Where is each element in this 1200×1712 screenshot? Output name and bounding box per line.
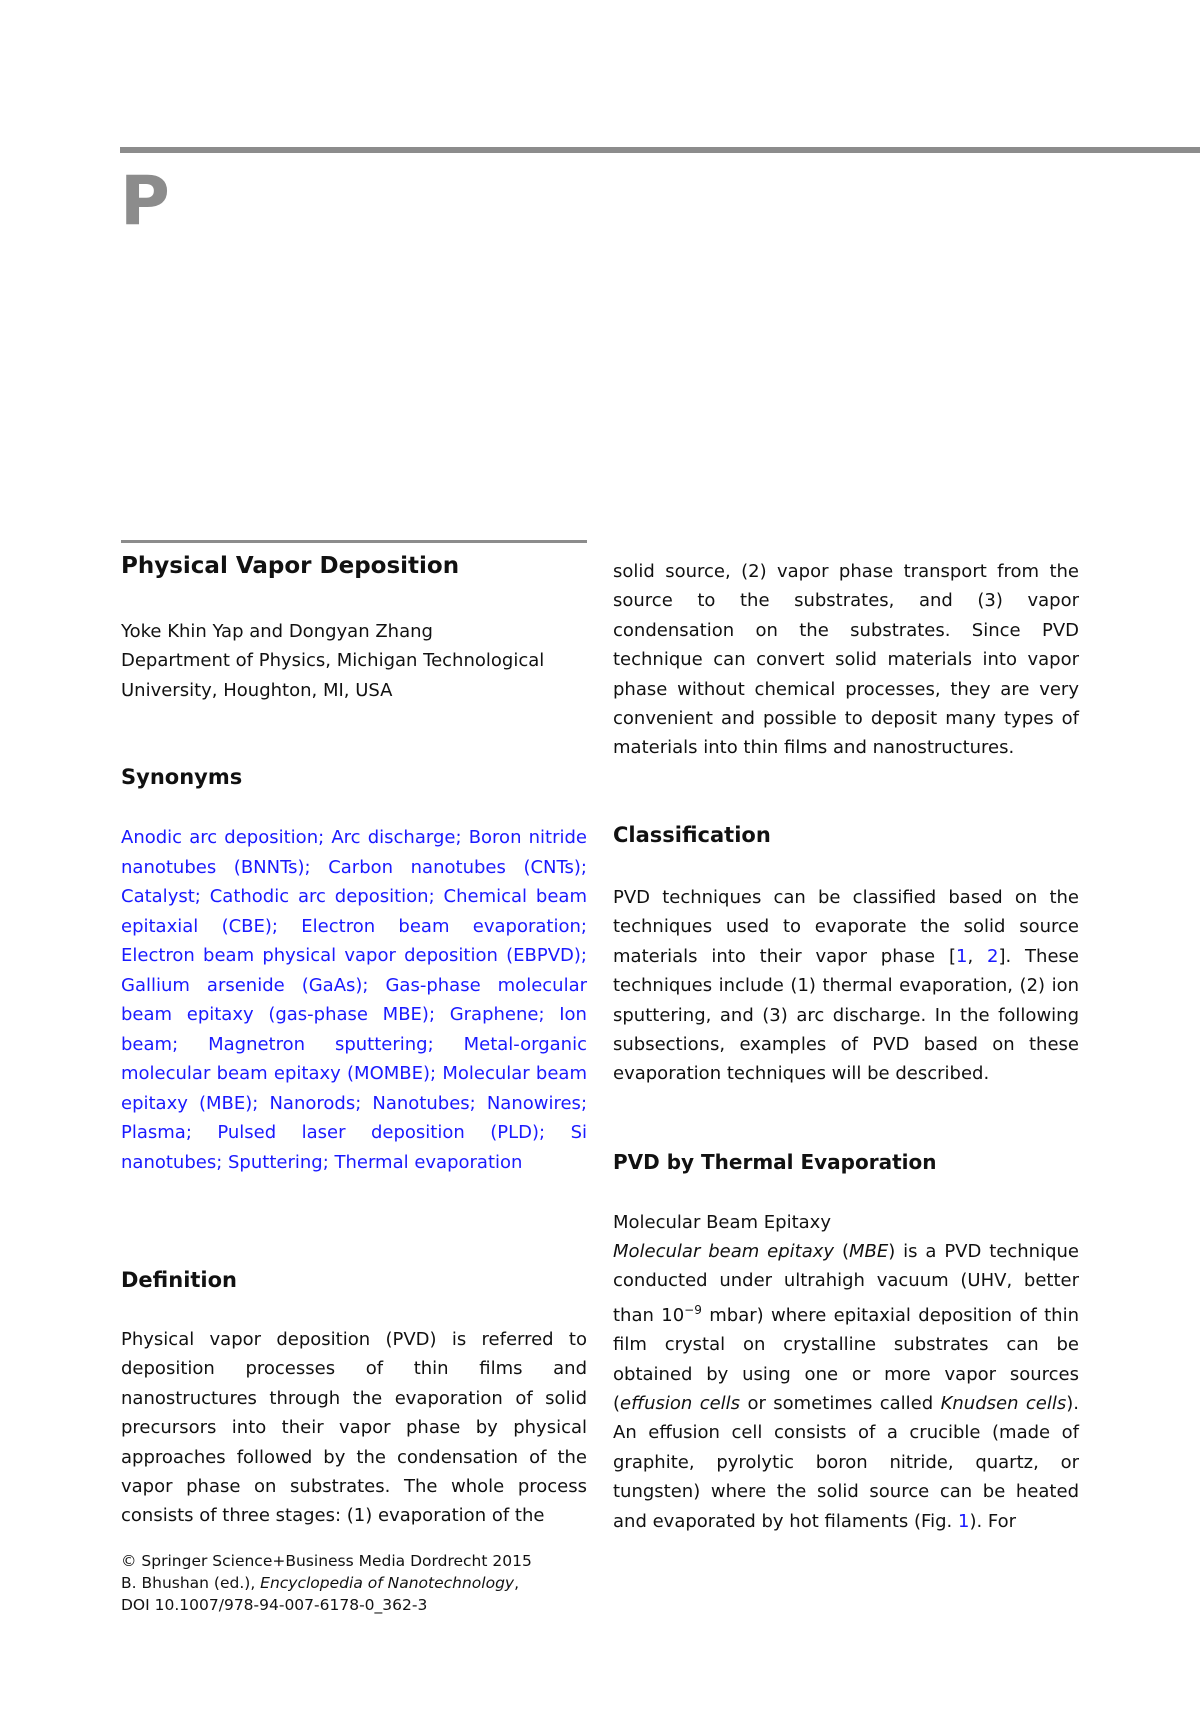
synonym-separator: ;: [322, 1151, 335, 1173]
mbe-text-d: ). An effusion cell consists of a crucible (made of graphite, pyrolytic boron nitride, quartz, or tungsten) where the solid source can be heated and evaporated by hot filaments (Fig.: [613, 1393, 1079, 1532]
synonym-link[interactable]: Anodic arc deposition: [121, 827, 319, 848]
classification-text-b: ]. These techniques include (1) thermal evaporation, (2) ion sputtering, and (3) arc discharge. In the following subsections, examples of PVD based on these evaporation techniques will be described.: [613, 945, 1079, 1085]
definition-heading: Definition: [121, 1268, 238, 1292]
synonyms-heading: Synonyms: [121, 765, 243, 789]
synonym-separator: ;: [469, 1092, 487, 1114]
synonym-separator: ;: [580, 1092, 588, 1114]
synonym-link[interactable]: Nanorods: [269, 1092, 356, 1114]
mbe-subheading: Molecular Beam Epitaxy: [613, 1212, 831, 1233]
synonym-separator: ;: [304, 856, 329, 878]
synonym-link[interactable]: Nanowires: [486, 1092, 581, 1114]
synonym-separator: ;: [362, 974, 386, 996]
synonym-separator: ;: [580, 856, 587, 878]
mbe-text-b: mbar) where epitaxial deposition of thin film crystal on crystalline substrates can be obtained by using one or more vapor sources (: [613, 1304, 1079, 1415]
synonym-link[interactable]: Molecular beam epitaxy (MBE): [121, 1063, 587, 1114]
reference-link-2[interactable]: 2: [987, 945, 999, 967]
synonym-separator: ;: [580, 945, 587, 966]
footer: [121, 1550, 532, 1616]
synonym-link[interactable]: Cathodic arc deposition: [209, 886, 429, 907]
mbe-abbr-open: (: [834, 1241, 849, 1262]
synonym-separator: ;: [194, 886, 210, 907]
affiliation: Department of Physics, Michigan Technological University, Houghton, MI, USA: [121, 650, 545, 701]
definition-text: Physical vapor deposition (PVD) is referred to deposition processes of thin films and nanostructures through the evaporation of solid precursors into their vapor phase by physical approaches followed by the condensation of the vapor phase on substrates. The whole process consists of three stages: (1) evaporation of the: [121, 1329, 587, 1527]
synonym-separator: ;: [271, 915, 302, 937]
synonym-separator: ;: [428, 1004, 450, 1025]
mbe-text-e: ). For: [969, 1510, 1017, 1532]
synonym-link[interactable]: Boron nitride nanotubes (BNNTs): [121, 827, 587, 878]
synonym-separator: ;: [580, 915, 587, 937]
synonym-link[interactable]: Electron beam physical vapor deposition (EBPVD): [121, 945, 581, 966]
knudsen-cells-term: Knudsen cells: [940, 1393, 1067, 1415]
reference-link-1[interactable]: 1: [956, 945, 968, 967]
synonyms-list: [121, 823, 587, 1177]
authors: Yoke Khin Yap and Dongyan Zhang: [121, 621, 433, 642]
synonym-link[interactable]: Catalyst: [121, 886, 195, 907]
doi-line: DOI 10.1007/978-94-007-6178-0_362-3: [121, 1596, 428, 1614]
synonym-separator: ;: [185, 1122, 218, 1143]
synonym-link[interactable]: Carbon nanotubes (CNTs): [328, 856, 581, 878]
synonym-link[interactable]: Gas-phase molecular beam epitaxy (gas-phase MBE): [121, 974, 588, 1025]
classification-text: [613, 883, 1079, 1089]
synonym-link[interactable]: Graphene: [449, 1004, 539, 1025]
copyright-line: © Springer Science+Business Media Dordrecht 2015: [121, 1552, 532, 1570]
synonym-link[interactable]: Thermal evaporation: [334, 1151, 523, 1173]
synonym-separator: ;: [355, 1092, 373, 1114]
synonym-separator: ;: [172, 1033, 209, 1055]
synonym-separator: ;: [252, 1092, 270, 1114]
effusion-cells-term: effusion cells: [620, 1393, 741, 1415]
section-letter: P: [120, 162, 170, 241]
synonym-link[interactable]: Sputtering: [228, 1151, 323, 1173]
citation-comma: ,: [514, 1574, 520, 1592]
synonym-separator: ;: [216, 1151, 228, 1173]
synonym-separator: ;: [318, 827, 332, 848]
synonym-link[interactable]: Magnetron sputtering: [208, 1033, 428, 1055]
synonym-separator: ;: [427, 1033, 464, 1055]
synonym-separator: ;: [539, 1122, 571, 1143]
figure-link-1[interactable]: 1: [957, 1510, 970, 1532]
entry-rule: [121, 540, 587, 543]
entry-title: Physical Vapor Deposition: [121, 553, 460, 579]
synonym-separator: ;: [430, 1063, 443, 1084]
synonym-link[interactable]: Si nanotubes: [121, 1122, 587, 1173]
mbe-text: [613, 1237, 1079, 1536]
thermal-heading: PVD by Thermal Evaporation: [613, 1150, 937, 1174]
mbe-abbr: MBE: [848, 1241, 889, 1262]
classification-text-a: PVD techniques can be classified based on the techniques used to evaporate the solid source materials into their vapor phase [: [613, 887, 1079, 967]
classification-sep: ,: [967, 945, 988, 967]
synonym-link[interactable]: Nanotubes: [372, 1092, 470, 1114]
citation-line: [121, 1572, 532, 1594]
synonym-link[interactable]: Electron beam evaporation: [301, 915, 581, 937]
synonym-link[interactable]: Pulsed laser deposition (PLD): [217, 1122, 540, 1143]
synonym-separator: ;: [455, 827, 469, 848]
synonym-link[interactable]: Gallium arsenide (GaAs): [121, 974, 363, 996]
synonym-separator: ;: [538, 1004, 560, 1025]
classification-heading: Classification: [613, 823, 771, 847]
citation-book-title: Encyclopedia of Nanotechnology: [260, 1574, 515, 1592]
synonym-link[interactable]: Metal-organic molecular beam epitaxy (MOMBE): [121, 1033, 587, 1084]
top-rule: [120, 147, 1200, 153]
citation-editor: B. Bhushan (ed.),: [121, 1574, 261, 1592]
synonym-link[interactable]: Ion beam: [121, 1004, 587, 1055]
synonym-link[interactable]: Plasma: [121, 1122, 186, 1143]
synonym-link[interactable]: Chemical beam epitaxial (CBE): [121, 886, 587, 937]
mbe-exponent: −9: [684, 1302, 702, 1317]
mbe-text-c: or sometimes called: [740, 1393, 941, 1415]
synonym-link[interactable]: Arc discharge: [331, 827, 456, 848]
synonym-separator: ;: [428, 886, 444, 907]
mbe-text-a: ) is a PVD technique conducted under ultrahigh vacuum (UHV, better than 10: [613, 1241, 1079, 1326]
continuation-text: solid source, (2) vapor phase transport from the source to the substrates, and (3) vapor condensation on the substrates. Since PVD technique can convert solid materials into vapor phase without chemical processes, they are very convenient and possible to deposit many types of materials into thin films and nanostructures.: [613, 561, 1079, 759]
mbe-term: Molecular beam epitaxy: [613, 1241, 835, 1262]
